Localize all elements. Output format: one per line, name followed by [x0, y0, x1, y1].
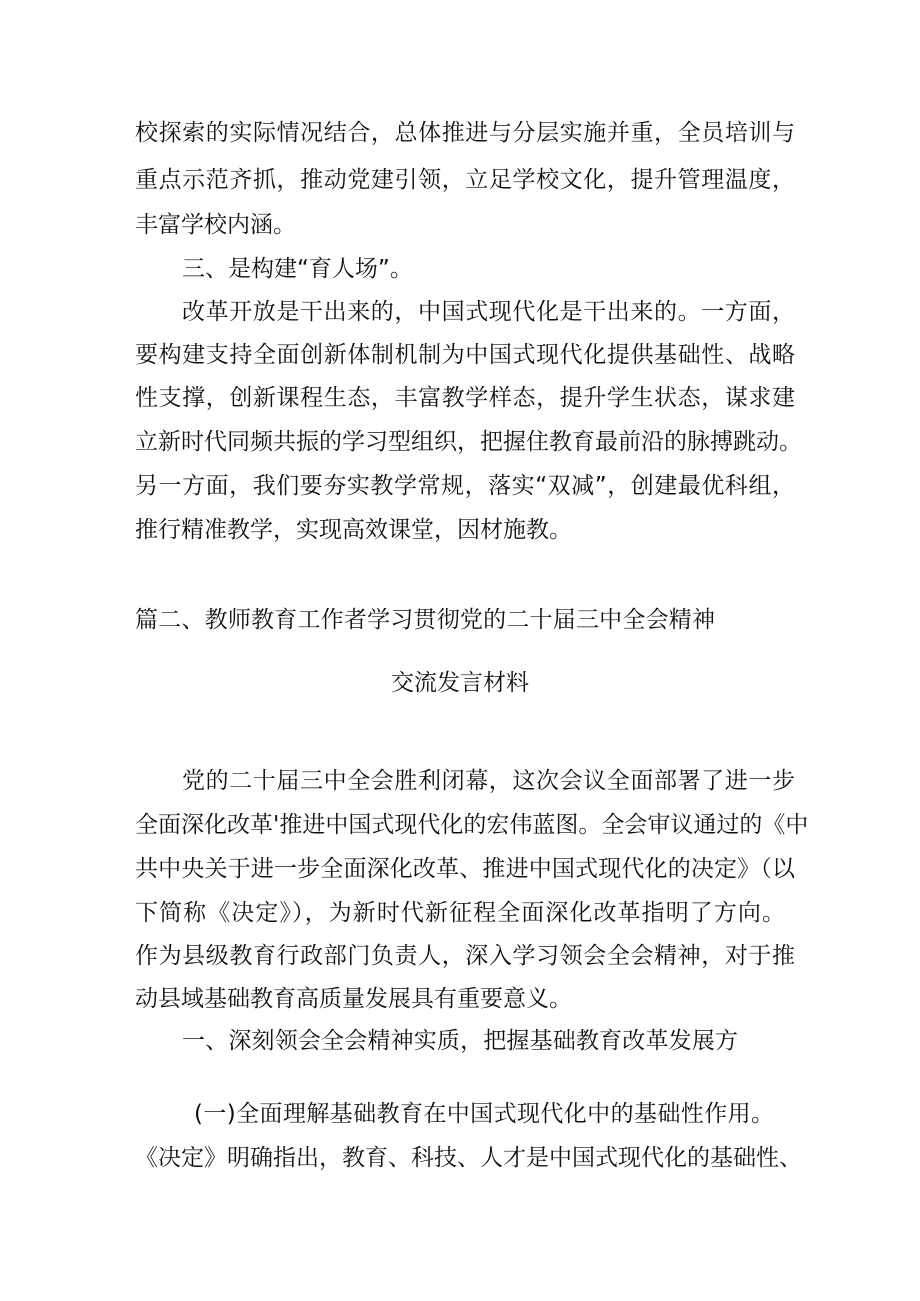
body-text-line: 党的二十届三中全会胜利闭幕，这次会议全面部署了进一步: [182, 768, 795, 794]
section-heading: 一、深刻领会全会精神实质，把握基础教育改革发展方: [182, 1028, 738, 1054]
body-text-line: 性支撑，创新课程生态，丰富教学样态，提升学生状态，谋求建: [135, 385, 795, 411]
body-text-line: 共中央关于进一步全面深化改革、推进中国式现代化的决定》（以: [135, 856, 795, 882]
sub-heading: (一)全面理解基础教育在中国式现代化中的基础性作用。: [194, 1101, 774, 1127]
body-text-line: 《决定》明确指出，教育、科技、人才是中国式现代化的基础性、: [135, 1145, 802, 1171]
body-text-line: 校探索的实际情况结合，总体推进与分层实施并重，全员培训与: [135, 120, 795, 146]
body-text-line: 要构建支持全面创新体制机制为中国式现代化提供基础性、战略: [135, 342, 795, 368]
body-text-line: 重点示范齐抓，推动党建引领，立足学校文化，提升管理温度，: [135, 167, 795, 193]
body-text-line: 动县域基础教育高质量发展具有重要意义。: [135, 986, 572, 1012]
body-text-line: 立新时代同频共振的学习型组织，把握住教育最前沿的脉搏跳动。: [135, 429, 802, 455]
body-text-line: 推行精准教学，实现高效课堂，因材施教。: [135, 517, 572, 543]
article-title-subline: 交流发言材料: [391, 670, 529, 696]
body-text-line: 丰富学校内涵。: [135, 212, 296, 238]
body-text-line: 全面深化改革'推进中国式现代化的宏伟蓝图。全会审议通过的《中: [135, 812, 809, 838]
body-text-line: 作为县级教育行政部门负责人，深入学习领会全会精神，对于推: [135, 943, 795, 969]
article-title: 篇二、教师教育工作者学习贯彻党的二十届三中全会精神: [135, 607, 715, 633]
section-heading: 三、是构建“育人场”。: [182, 256, 413, 282]
body-text-line: 下简称《决定》），为新时代新征程全面深化改革指明了方向。: [135, 900, 785, 926]
body-text-line: 改革开放是干出来的，中国式现代化是干出来的。一方面，: [182, 299, 795, 325]
body-text-line: 另一方面，我们要夯实教学常规，落实“双减”，创建最优科组，: [135, 473, 795, 499]
